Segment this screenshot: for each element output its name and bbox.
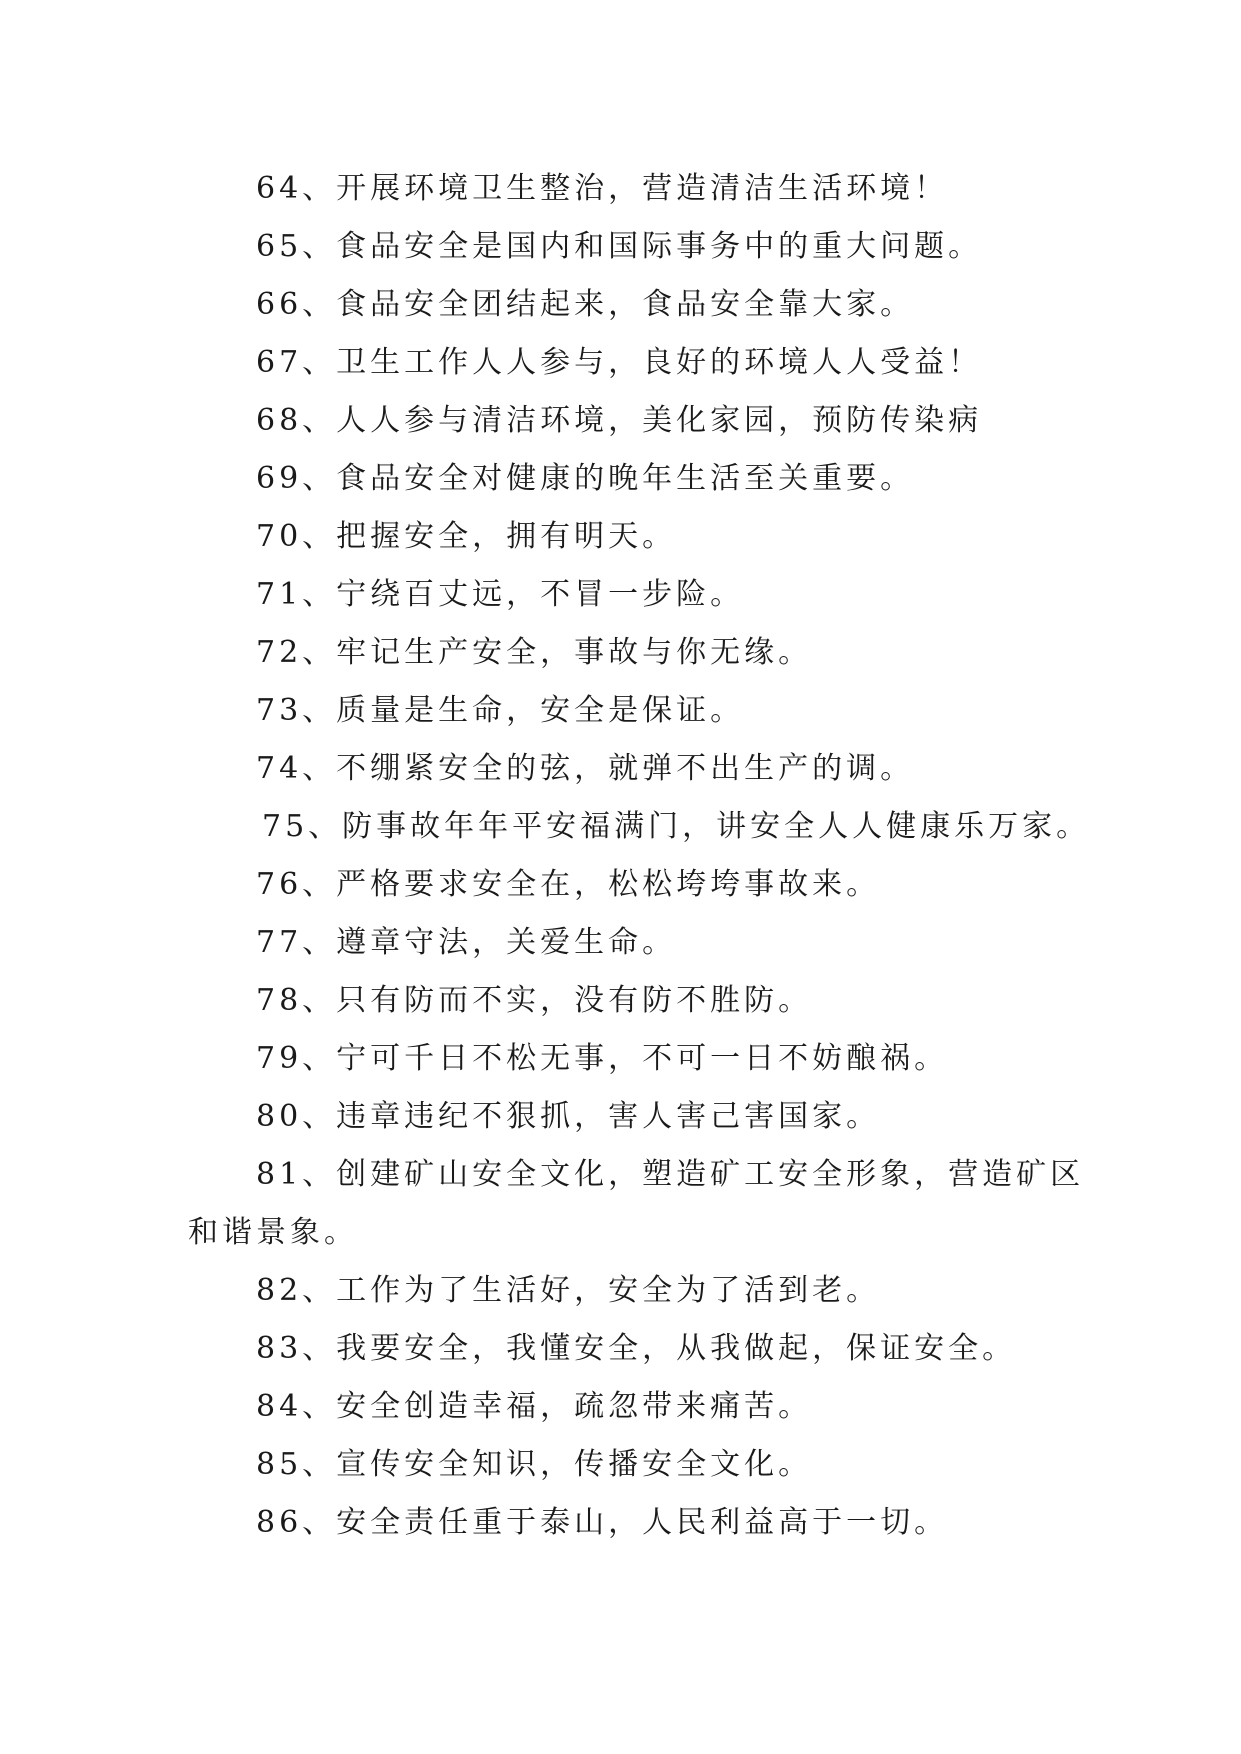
slogan-82: 82、工作为了生活好，安全为了活到老。 (256, 1273, 881, 1308)
slogan-84: 84、安全创造幸福，疏忽带来痛苦。 (256, 1389, 813, 1424)
slogan-69: 69、食品安全对健康的晚年生活至关重要。 (256, 461, 915, 496)
slogan-83: 83、我要安全，我懂安全，从我做起，保证安全。 (256, 1331, 1017, 1366)
slogan-81: 81、创建矿山安全文化，塑造矿工安全形象，营造矿区 (256, 1157, 1085, 1192)
slogan-80: 80、违章违纪不狠抓，害人害己害国家。 (256, 1099, 881, 1134)
slogan-76: 76、严格要求安全在，松松垮垮事故来。 (256, 867, 881, 902)
slogan-77: 77、遵章守法，关爱生命。 (256, 925, 677, 960)
slogan-67: 67、卫生工作人人参与，良好的环境人人受益！ (256, 345, 983, 380)
slogan-79: 79、宁可千日不松无事，不可一日不妨酿祸。 (256, 1041, 949, 1076)
slogan-81-continuation: 和谐景象。 (188, 1215, 358, 1250)
slogan-73: 73、质量是生命，安全是保证。 (256, 693, 745, 728)
slogan-72: 72、牢记生产安全，事故与你无缘。 (256, 635, 813, 670)
slogan-68: 68、人人参与清洁环境，美化家园，预防传染病 (256, 403, 983, 438)
slogan-65: 65、食品安全是国内和国际事务中的重大问题。 (256, 229, 983, 264)
slogan-64: 64、开展环境卫生整治，营造清洁生活环境！ (256, 171, 949, 206)
slogan-75: 75、防事故年年平安福满门，讲安全人人健康乐万家。 (262, 809, 1091, 844)
slogan-86: 86、安全责任重于泰山，人民利益高于一切。 (256, 1505, 949, 1540)
slogan-71: 71、宁绕百丈远，不冒一步险。 (256, 577, 745, 612)
slogan-78: 78、只有防而不实，没有防不胜防。 (256, 983, 813, 1018)
slogan-74: 74、不绷紧安全的弦，就弹不出生产的调。 (256, 751, 915, 786)
slogan-66: 66、食品安全团结起来，食品安全靠大家。 (256, 287, 915, 322)
slogan-70: 70、把握安全，拥有明天。 (256, 519, 677, 554)
slogan-85: 85、宣传安全知识，传播安全文化。 (256, 1447, 813, 1482)
slogan-list (188, 160, 1091, 1552)
